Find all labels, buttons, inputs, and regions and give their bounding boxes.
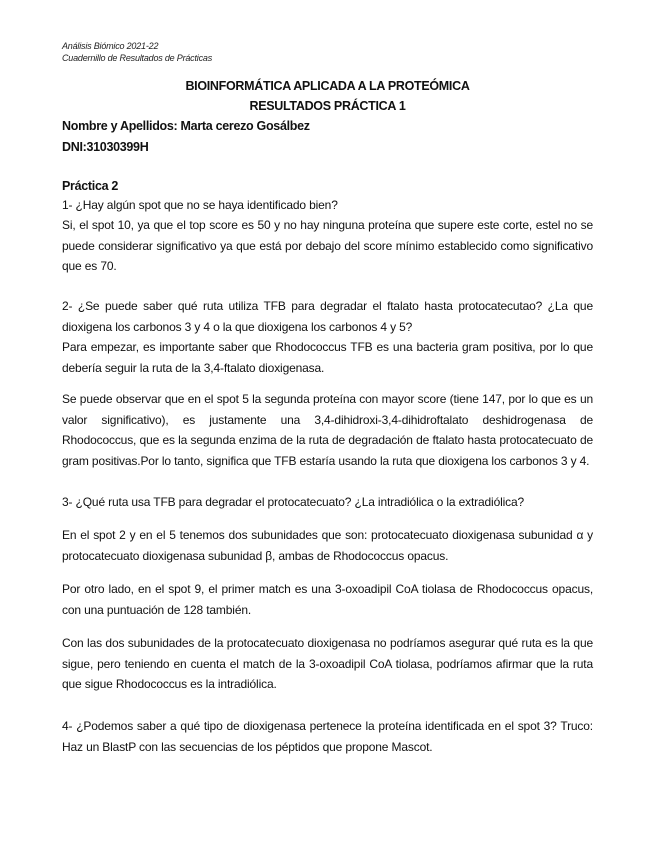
question-4: 4- ¿Podemos saber a qué tipo de dioxigenasa pertenece la proteína identificada en el spot 3? Truco: Haz un BlastP con las secuencias de los péptidos que propone Mascot. (62, 719, 593, 754)
question-2: 2- ¿Se puede saber qué ruta utiliza TFB para degradar el ftalato hasta protocatecutao? ¿La que dioxigena los carbonos 3 y 4 o la que dioxigena los carbonos 4 y 5? (62, 299, 593, 334)
answer-1: Si, el spot 10, ya que el top score es 50 y no hay ninguna proteína que supere este corte, estel no se puede considerar significativo ya que está por debajo del score mínimo establecido como significativo que es 70. (62, 218, 593, 273)
answer-3-subunits: En el spot 2 y en el 5 tenemos dos subunidades que son: protocatecuato dioxigenasa subunidad α y protocatecuato dioxigenasa subunidad β, ambas de Rhodococcus opacus. (62, 528, 593, 563)
document-title: BIOINFORMÁTICA APLICADA A LA PROTEÓMICA (185, 79, 470, 93)
student-dni: DNI:31030399H (62, 140, 149, 154)
answer-2-intro: Para empezar, es importante saber que Rhodococcus TFB es una bacteria gram positiva, por lo que debería seguir la ruta de la 3,4-ftalato dioxigenasa. (62, 340, 593, 375)
notebook-header: Cuadernillo de Resultados de Prácticas (62, 53, 212, 63)
document-subtitle: RESULTADOS PRÁCTICA 1 (249, 99, 406, 113)
question-1: 1- ¿Hay algún spot que no se haya identificado bien? (62, 198, 338, 212)
answer-3-conclusion: Con las dos subunidades de la protocatecuato dioxigenasa no podríamos asegurar qué ruta es la que sigue, pero teniendo en cuenta el match de la 3-oxoadipil CoA tiolasa, podríamos afirmar que la ruta que sigue Rhodococcus es la intradiólica. (62, 636, 593, 691)
course-header: Análisis Biómico 2021-22 (62, 41, 159, 51)
answer-3-spot9: Por otro lado, en el spot 9, el primer match es una 3-oxoadipil CoA tiolasa de Rhodococcus opacus, con una puntuación de 128 también. (62, 582, 593, 617)
section-heading: Práctica 2 (62, 179, 119, 193)
question-3: 3- ¿Qué ruta usa TFB para degradar el protocatecuato? ¿La intradiólica o la extradiólica? (62, 495, 525, 509)
answer-2-detail: Se puede observar que en el spot 5 la segunda proteína con mayor score (tiene 147, por lo que es un valor significativo), es justamente una 3,4-dihidroxi-3,4-dihidroftalato deshidrogenasa de Rhodococcus, que es la segunda enzima de la ruta de degradación de ftalato hasta protocatecuato de gram positivas.Por lo tanto, significa que TFB estaría usando la ruta que dioxigena los carbonos 3 y 4. (62, 392, 593, 468)
student-name: Nombre y Apellidos: Marta cerezo Gosálbez (62, 119, 310, 133)
